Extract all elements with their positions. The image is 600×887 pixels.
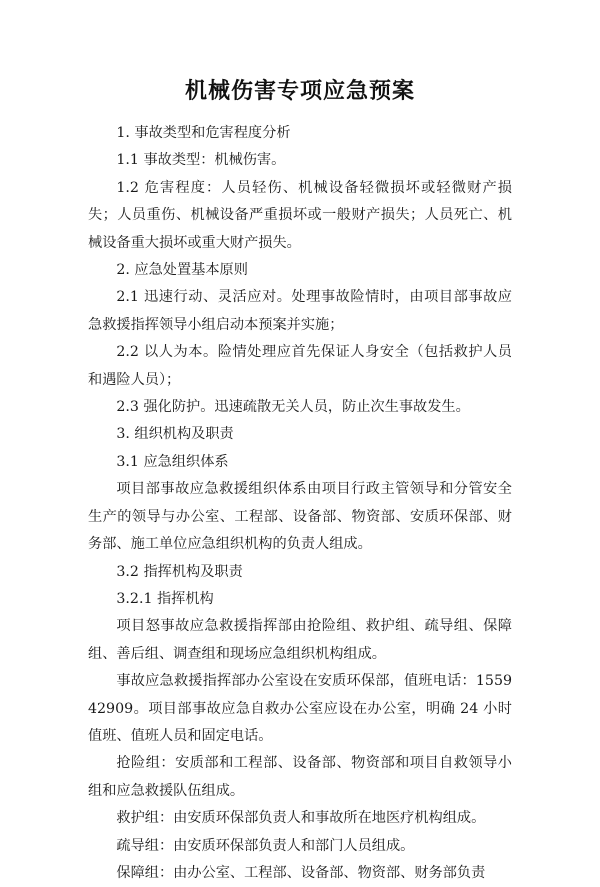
heading-accident-analysis: 1. 事故类型和危害程度分析 bbox=[116, 125, 291, 141]
paragraph-principle-1: 2.1 迅速行动、灵活应对。处理事故险情时，由项目部事故应急救援指挥领导小组启动本预案并实施； bbox=[88, 289, 512, 333]
paragraph-support-group: 保障组：由办公室、工程部、设备部、物资部、财务部负责 bbox=[116, 864, 486, 881]
paragraph-emergency-system: 项目部事故应急救援组织体系由项目行政主管领导和分管安全生产的领导与办公室、工程部、设备部、物资部、安质环保部、财务部、施工单位应急组织机构的负责人组成。 bbox=[88, 481, 512, 553]
paragraph-command-composition: 项目怒事故应急救援指挥部由抢险组、救护组、疏导组、保障组、善后组、调查组和现场应急组织机构组成。 bbox=[88, 618, 512, 662]
heading-organization: 3. 组织机构及职责 bbox=[116, 426, 234, 443]
document-title: 机械伤害专项应急预案 bbox=[184, 78, 415, 104]
paragraph-accident-type: 1.1 事故类型：机械伤害。 bbox=[116, 152, 286, 169]
paragraph-evacuation-group: 疏导组：由安质环保部负责人和部门人员组成。 bbox=[116, 837, 415, 854]
document-body bbox=[88, 120, 512, 887]
heading-command: 3.2 指挥机构及职责 bbox=[116, 563, 243, 580]
paragraph-hazard-degree: 1.2 危害程度：人员轻伤、机械设备轻微损坏或轻微财产损失；人员重伤、机械设备严重损坏或一般财产损失；人员死亡、机械设备重大损坏或重大财产损失。 bbox=[88, 179, 512, 251]
heading-emergency-system: 3.1 应急组织体系 bbox=[116, 453, 229, 470]
heading-response-principles: 2. 应急处置基本原则 bbox=[116, 262, 248, 279]
paragraph-principle-2: 2.2 以人为本。险情处理应首先保证人身安全（包括救护人员和遇险人员）； bbox=[88, 344, 512, 388]
paragraph-duty-office: 事故应急救援指挥部办公室设在安质环保部，值班电话：155942909。项目部事故应急自救办公室应设在办公室，明确 24 小时值班、值班人员和固定电话。 bbox=[88, 673, 512, 744]
heading-command-body: 3.2.1 指挥机构 bbox=[116, 590, 214, 607]
paragraph-medical-group: 救护组：由安质环保部负责人和事故所在地医疗机构组成。 bbox=[116, 810, 486, 827]
paragraph-rescue-group: 抢险组：安质部和工程部、设备部、物资部和项目自救领导小组和应急救援队伍组成。 bbox=[88, 755, 512, 799]
paragraph-principle-3: 2.3 强化防护。迅速疏散无关人员，防止次生事故发生。 bbox=[116, 399, 470, 416]
